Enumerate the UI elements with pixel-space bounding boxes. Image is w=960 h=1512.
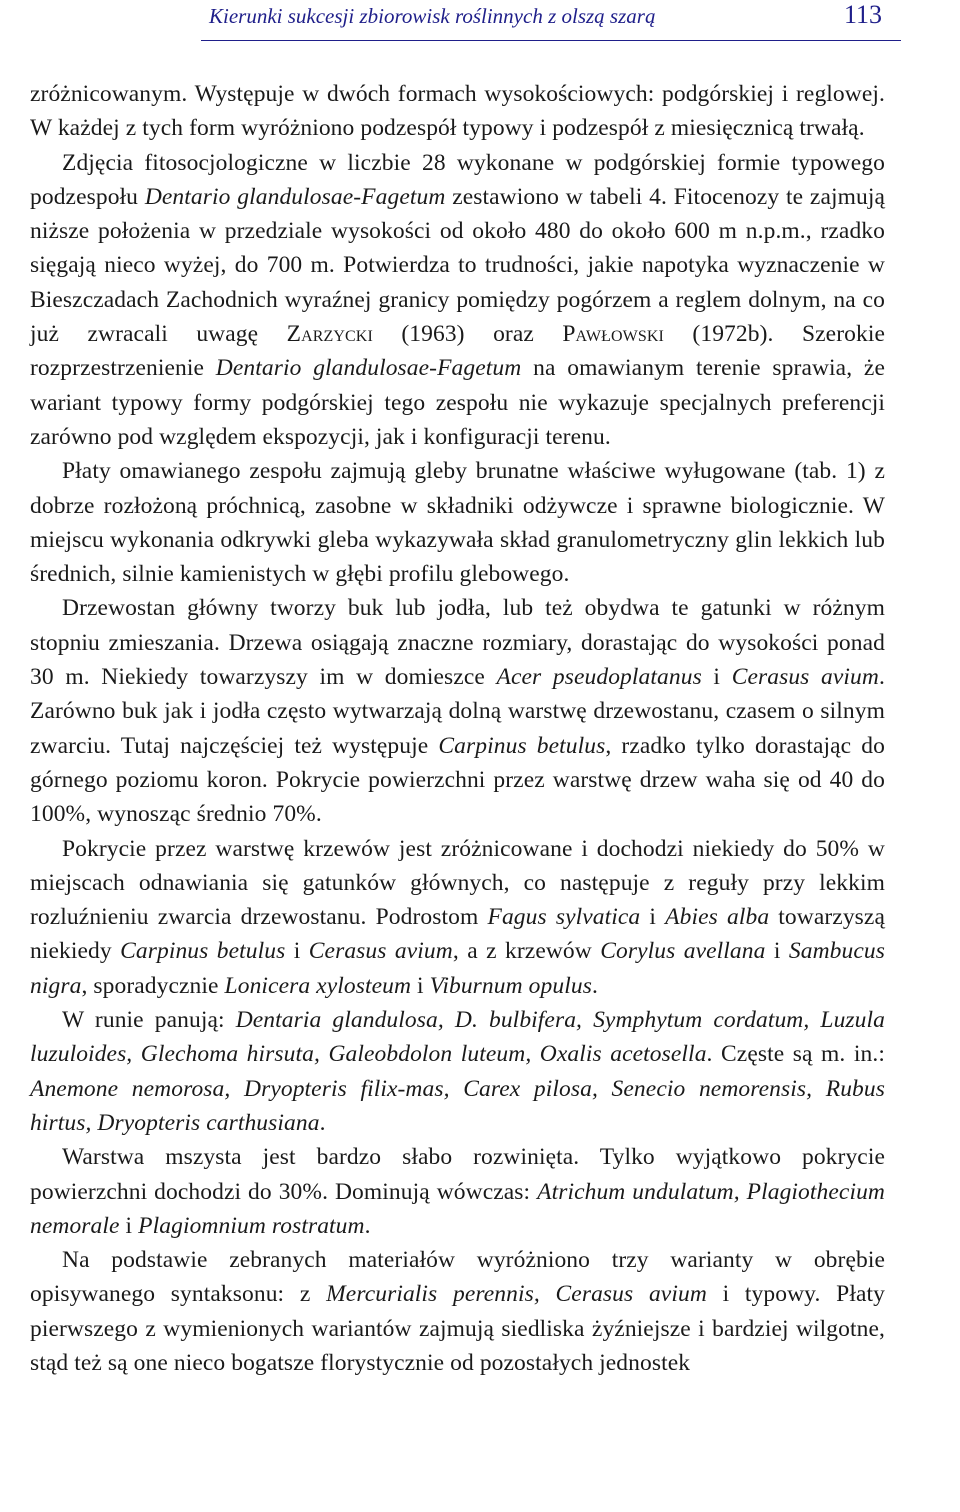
- paragraph-1: zróżnicowanym. Występuje w dwóch formach wysokościowych: podgórskiej i reglowej. W każdej z tych form wyróżniono podzespół typowy i podzespół z miesięcznicą trwałą.: [30, 81, 885, 142]
- paragraph-4: Drzewostan główny tworzy buk lub jodła, lub też obydwa te gatunki w różnym stopniu zmieszania. Drzewa osiągają znaczne rozmiary, dorastając do wysokości ponad 30 m. Niekiedy towarzyszy im w domieszce Acer pseudoplatanus i Cerasus avium. Zarówno buk jak i jodła często wytwarzają dolną warstwę drzewostanu, czasem o silnym zwarciu. Tutaj najczęściej też występuje Carpinus betulus, rzadko tylko dorastając do górnego poziomu koron. Pokrycie powierzchni przez warstwę drzew waha się od 40 do 100%, wynosząc średnio 70%.: [30, 595, 885, 828]
- page-number: 113: [843, 0, 882, 29]
- paragraph-3: Płaty omawianego zespołu zajmują gleby brunatne właściwe wyługowane (tab. 1) z dobrze rozłożoną próchnicą, zasobne w składniki odżywcze i sprawne biologicznie. W miejscu wykonania odkrywki gleba wykazywała skład granulometryczny glin lekkich lub średnich, silnie kamienistych w głębi profilu glebowego.: [30, 458, 885, 588]
- header-rule: [201, 40, 901, 41]
- paragraph-7: Warstwa mszysta jest bardzo słabo rozwinięta. Tylko wyjątkowo pokrycie powierzchni dochodzi do 30%. Dominują wówczas: Atrichum undulatum, Plagiothecium nemorale i Plagiomnium rostratum.: [30, 1144, 885, 1239]
- text-body: [30, 77, 885, 1380]
- author-name: Pawłowski: [562, 321, 664, 348]
- paragraph-6: W runie panują: Dentaria glandulosa, D. bulbifera, Symphytum cordatum, Luzula luzuloides, Glechoma hirsuta, Galeobdolon luteum, Oxalis acetosella. Częste są m. in.: Anemone nemorosa, Dryopteris filix-mas, Carex pilosa, Senecio nemorensis, Rubus hirtus, Dryopteris carthusiana.: [30, 1007, 885, 1136]
- paragraph-5: Pokrycie przez warstwę krzewów jest zróżnicowane i dochodzi niekiedy do 50% w miejscach odnawiania się gatunków głównych, co następuje z reguły przy lekkim rozluźnieniu zwarcia drzewostanu. Podrostom Fagus sylvatica i Abies alba towarzyszą niekiedy Carpinus betulus i Cerasus avium, a z krzewów Corylus avellana i Sambucus nigra, sporadycznie Lonicera xylosteum i Viburnum opulus.: [30, 835, 885, 999]
- page-header: [0, 0, 960, 44]
- running-title: Kierunki sukcesji zbiorowisk roślinnych z olszą szarą: [209, 4, 656, 28]
- paragraph-2: Zdjęcia fitosocjologiczne w liczbie 28 wykonane w podgórskiej formie typowego podzespołu Dentario glandulosae-Fagetum zestawiono w tabeli 4. Fitocenozy te zajmują niższe położenia w przedziale wysokości od około 480 do około 600 m n.p.m., rzadko sięgają nieco wyżej, do 700 m. Potwierdza to trudności, jakie napotyka wyznaczenie w Bieszczadach Zachodnich wyraźnej granicy pomiędzy pogórzem a reglem dolnym, na co już zwracali uwagę Zarzycki (1963) oraz Pawłowski (1972b). Szerokie rozprzestrzenienie Dentario glandulosae-Fagetum na omawianym terenie sprawia, że wariant typowy formy podgórskiej tego zespołu nie wykazuje specjalnych preferencji zarówno pod względem ekspozycji, jak i konfiguracji terenu.: [30, 149, 885, 450]
- author-name: Zarzycki: [286, 321, 373, 348]
- paragraph-8: Na podstawie zebranych materiałów wyróżniono trzy warianty w obrębie opisywanego syntaksonu: z Mercurialis perennis, Cerasus avium i typowy. Płaty pierwszego z wymienionych wariantów zajmują siedliska żyźniejsze i bardziej wilgotne, stąd też są one nieco bogatsze florystycznie od pozostałych jednostek: [30, 1247, 885, 1376]
